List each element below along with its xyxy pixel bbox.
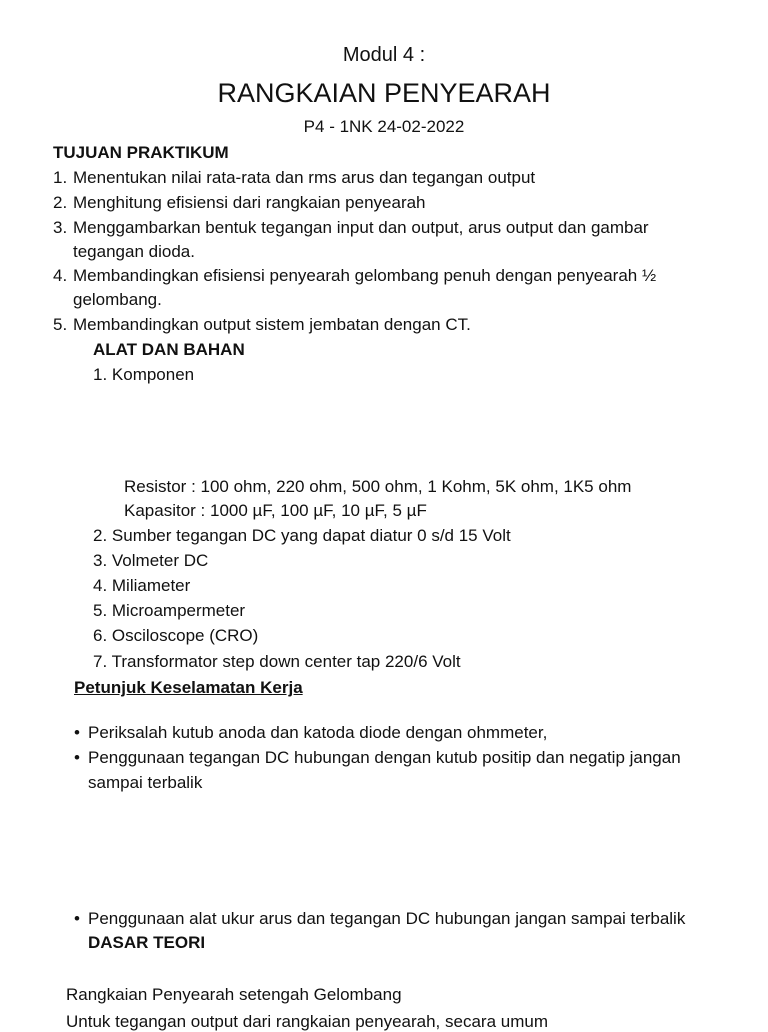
list-item: 2. Sumber tegangan DC yang dapat diatur 0 s/d 15 Volt <box>93 526 511 545</box>
page-subtitle: P4 - 1NK 24-02-2022 <box>303 117 465 136</box>
tujuan-heading: TUJUAN PRAKTIKUM <box>53 143 229 162</box>
item-text: Penggunaan alat ukur arus dan tegangan DC hubungan jangan sampai terbalik <box>88 909 686 928</box>
item-number: 2. <box>53 193 68 212</box>
alat-item-komponen: 1. Komponen <box>93 365 195 384</box>
dasar-paragraph: Untuk tegangan output dari rangkaian penyearah, secara umum <box>66 1012 548 1031</box>
list-item <box>74 909 685 929</box>
keselamatan-heading: Petunjuk Keselamatan Kerja <box>74 678 303 697</box>
item-number: 5. <box>53 315 68 334</box>
list-item: 7. Transformator step down center tap 220/6 Volt <box>93 652 461 671</box>
bullet-icon: • <box>74 723 80 742</box>
item-text-continuation: tegangan dioda. <box>73 242 195 261</box>
alat-heading: ALAT DAN BAHAN <box>93 340 245 359</box>
bullet-icon: • <box>74 909 80 928</box>
list-item: 4. Miliameter <box>93 576 191 595</box>
list-item <box>74 748 681 768</box>
list-item: 5. Microampermeter <box>93 601 246 620</box>
dasar-subheading: Rangkaian Penyearah setengah Gelombang <box>66 985 402 1004</box>
list-item <box>53 218 649 238</box>
list-item <box>74 723 547 743</box>
module-label: Modul 4 : <box>342 44 426 66</box>
list-item <box>53 266 656 286</box>
item-text: Menentukan nilai rata-rata dan rms arus dan tegangan output <box>73 168 536 187</box>
item-text: Periksalah kutub anoda dan katoda diode dengan ohmmeter, <box>88 723 548 742</box>
item-text-continuation: sampai terbalik <box>88 773 203 792</box>
item-text: Membandingkan efisiensi penyearah gelombang penuh dengan penyearah ½ <box>73 266 657 285</box>
item-text: Menggambarkan bentuk tegangan input dan output, arus output dan gambar <box>73 218 649 237</box>
dasar-heading: DASAR TEORI <box>88 933 206 952</box>
resistor-line: Resistor : 100 ohm, 220 ohm, 500 ohm, 1 Kohm, 5K ohm, 1K5 ohm <box>124 477 632 496</box>
item-number: 1. <box>53 168 68 187</box>
item-text: Penggunaan tegangan DC hubungan dengan kutub positip dan negatip jangan <box>88 748 681 767</box>
list-item: 3. Volmeter DC <box>93 551 209 570</box>
item-text: Menghitung efisiensi dari rangkaian penyearah <box>73 193 426 212</box>
list-item <box>53 168 535 188</box>
page-title: RANGKAIAN PENYEARAH <box>217 78 551 108</box>
bullet-icon: • <box>74 748 80 767</box>
kapasitor-line: Kapasitor : 1000 µF, 100 µF, 10 µF, 5 µF <box>124 501 427 520</box>
list-item <box>53 193 426 213</box>
item-number: 4. <box>53 266 68 285</box>
list-item: 6. Osciloscope (CRO) <box>93 626 259 645</box>
list-item <box>53 315 471 335</box>
item-number: 3. <box>53 218 68 237</box>
item-text: Membandingkan output sistem jembatan dengan CT. <box>73 315 471 334</box>
item-text-continuation: gelombang. <box>73 290 162 309</box>
